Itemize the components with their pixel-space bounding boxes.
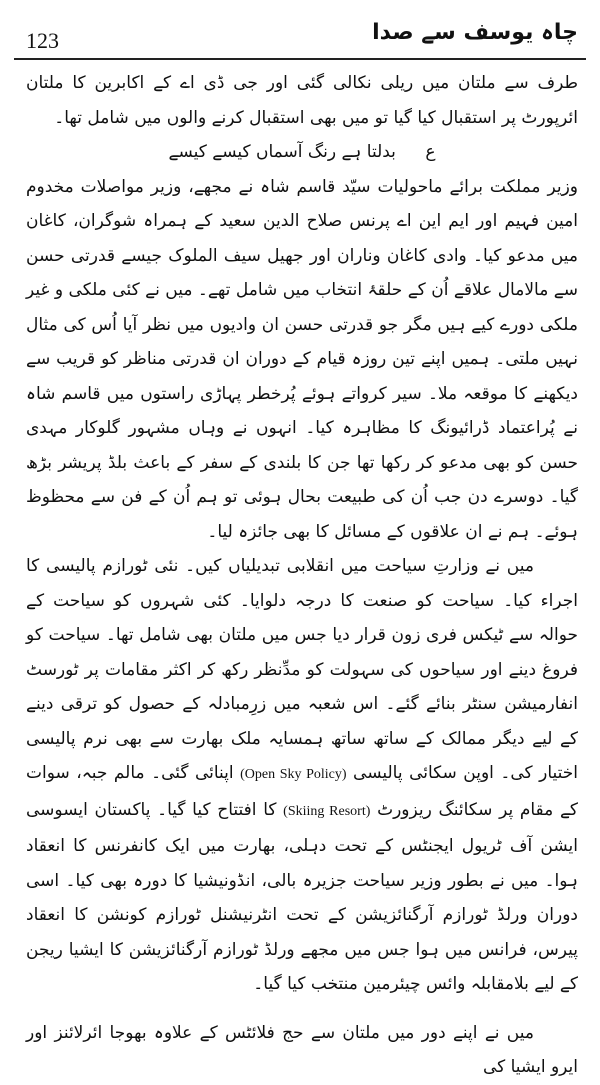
paragraph-3-part-1: میں نے وزارتِ سیاحت میں انقلابی تبدیلیاں کیں۔ نئی ٹورازم پالیسی کا اجراء کیا۔ سیاحت کو صنعت کا درجہ دلوایا۔ کئی شہروں کو سیاحت کے حوالہ سے ٹیکس فری زون قرار دیا جس میں ملتان بھی شامل تھا۔ سیاحت کو فروغ دینے اور سیاحوں کی سہولت کو مدِّنظر رکھ کر اکثر مقامات پر ٹورسٹ انفارمیشن سنٹر بنائے گئے۔ اس شعبہ میں زرِمبادلہ کے حصول کو ترقی دینے کے لیے دیگر ممالک کے ساتھ ساتھ ہمسایہ ملک بھارت سے بھی نرم پالیسی اختیار کی۔ اوپن سکائی پالیسی xyxy=(26,556,578,783)
verse-line xyxy=(26,135,578,170)
page-header xyxy=(14,18,586,60)
paragraph-1: طرف سے ملتان میں ریلی نکالی گئی اور جی ڈی اے کے اکابرین کا ملتان ائرپورٹ پر استقبال کیا گیا تو میں بھی استقبال کرنے والوں میں شامل تھا۔ xyxy=(26,73,578,128)
paragraph-3-part-3: کا افتتاح کیا گیا۔ پاکستان ایسوسی ایشن آف ٹریول ایجنٹس کے تحت دہلی، بھارت میں ایک کانفرنس کا انعقاد ہوا۔ میں نے بطور وزیر سیاحت جزیرہ بالی، انڈونیشیا کا دورہ بھی کیا۔ اسی دوران ورلڈ ٹورازم آرگنائزیشن کے تحت انٹرنیشنل ٹورازم کونشن کا انعقاد پیرس، فرانس میں ہوا جس میں مجھے ورلڈ ٹورازم آرگنائزیشن کا ایشیا ریجن کے لیے بلامقابلہ وائس چیئرمین منتخب کیا گیا۔ xyxy=(26,799,578,994)
verse-marker: ع xyxy=(425,142,436,162)
paragraph-3 xyxy=(26,549,578,1002)
paragraph-3-part-2: اپنائی گئی۔ مالم جبہ، سوات کے مقام پر سکائنگ ریزورٹ xyxy=(26,763,579,820)
running-title: چاہ یوسف سے صدا xyxy=(372,20,578,45)
open-sky-policy-term: (Open Sky Policy) xyxy=(240,767,347,782)
skiing-resort-term: (Skiing Resort) xyxy=(283,803,371,819)
paragraph-2: وزیر مملکت برائے ماحولیات سیّد قاسم شاہ نے مجھے، وزیر مواصلات مخدوم امین فہیم اور ایم این اے پرنس صلاح الدین سعید کے ہمراہ شوگران، کاغان میں مدعو کیا۔ وادی کاغان وناران اور جھیل سیف الملوک جیسے قدرتی حسن سے مالامال علاقے اُن کے حلقۂ انتخاب میں شامل تھے۔ میں نے کئی ملکی و غیر ملکی دورے کیے ہیں مگر جو قدرتی حسن ان وادیوں میں نظر آیا اُس کی مثال نہیں ملتی۔ ہمیں اپنے تین روزہ قیام کے دوران ان قدرتی مناظر کو قریب سے دیکھنے کا موقعہ ملا۔ سیر کرواتے ہوئے پُرخطر پہاڑی راستوں میں قاسم شاہ نے پُراعتماد ڈرائیونگ کا مظاہرہ کیا۔ انہوں نے وہاں مشہور گلوکار مہدی حسن کو بھی مدعو کر رکھا تھا جن کا بلندی کے سفر کے باعث بلڈ پریشر بڑھ گیا۔ دوسرے دن جب اُن کی طبیعت بحال ہوئی تو ہم اُن کے فن سے محظوظ ہوئے۔ ہم نے ان علاقوں کے مسائل کا بھی جائزہ لیا۔ xyxy=(26,176,578,542)
page-body xyxy=(26,66,578,1085)
paragraph-4: میں نے اپنے دور میں ملتان سے حج فلائٹس کے علاوہ بھوجا ائرلائنز اور ایرو ایشیا کی xyxy=(26,1022,578,1077)
page-number: 123 xyxy=(26,28,59,53)
verse-text: بدلتا ہے رنگ آسماں کیسے کیسے xyxy=(168,142,396,162)
